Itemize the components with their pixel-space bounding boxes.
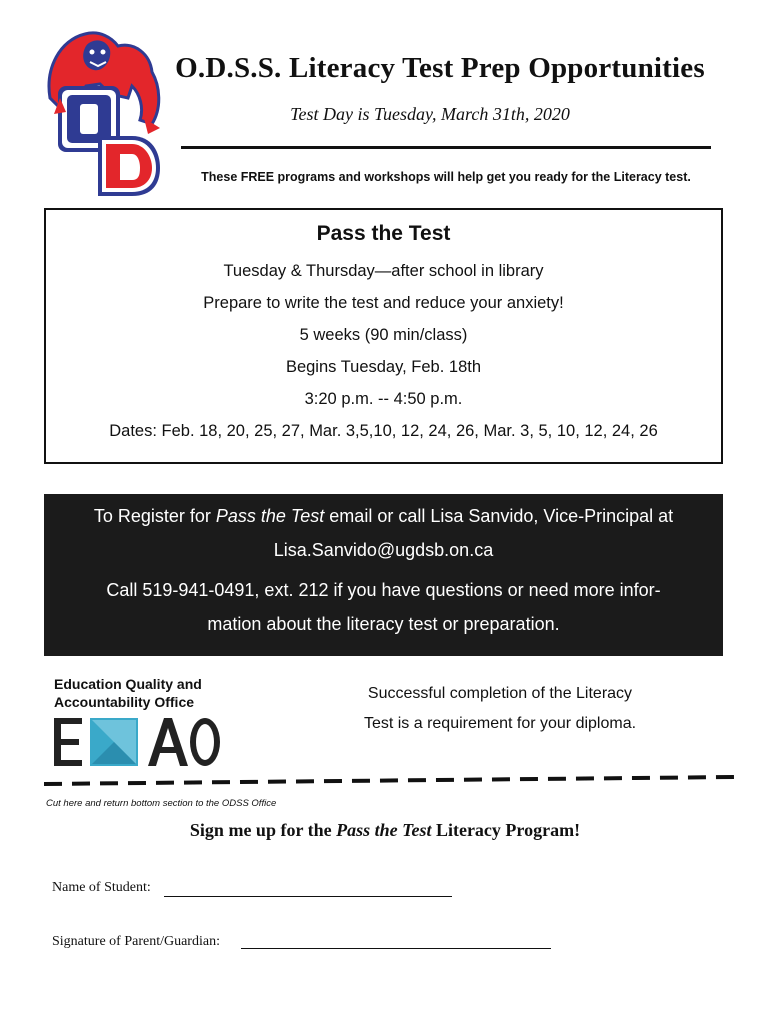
diploma-note	[320, 679, 680, 739]
call-info-line1: Call 519-941-0491, ext. 212 if you have questions or need more infor-	[106, 580, 661, 600]
program-dates: Dates: Feb. 18, 20, 25, 27, Mar. 3,5,10, 12, 24, 26, Mar. 3, 5, 10, 12, 24, 26	[109, 422, 658, 440]
program-box	[44, 208, 723, 464]
signup-title-post: Literacy Program!	[431, 820, 581, 840]
page-title: O.D.S.S. Literacy Test Prep Opportunities	[175, 52, 705, 84]
register-text-pre: To Register for	[93, 506, 216, 526]
eqao-heading	[54, 675, 254, 711]
register-text-post: email or call Lisa Sanvido, Vice-Principal at	[324, 506, 674, 526]
logo-letter-d	[98, 136, 160, 196]
guardian-signature-label: Signature of Parent/Guardian:	[52, 934, 220, 949]
signup-title-pre: Sign me up for the	[189, 820, 337, 840]
register-instructions	[44, 506, 723, 527]
guardian-signature-field[interactable]	[241, 948, 551, 949]
signup-title	[0, 820, 770, 841]
diploma-note-line1: Successful completion of the Literacy	[367, 685, 633, 702]
program-title: Pass the Test	[316, 222, 451, 245]
program-purpose: Prepare to write the test and reduce your anxiety!	[203, 294, 564, 312]
eqao-heading-line2: Accountability Office	[54, 694, 195, 710]
cut-instructions: Cut here and return bottom section to the ODSS Office	[46, 798, 277, 809]
student-name-label: Name of Student:	[52, 880, 151, 895]
header-divider	[181, 146, 711, 149]
intro-text: These FREE programs and workshops will help get you ready for the Literacy test.	[201, 170, 691, 184]
cut-dashed-line	[44, 774, 734, 788]
eqao-logo	[52, 712, 222, 772]
diploma-note-line2: Test is a requirement for your diploma.	[363, 715, 637, 732]
register-program-name: Pass the Test	[215, 506, 325, 526]
program-start-date: Begins Tuesday, Feb. 18th	[285, 358, 482, 376]
test-day-subtitle: Test Day is Tuesday, March 31th, 2020	[290, 104, 570, 124]
signup-program-name: Pass the Test	[336, 820, 432, 840]
eqao-heading-line1: Education Quality and	[54, 676, 202, 692]
program-schedule: Tuesday & Thursday—after school in library	[223, 262, 544, 280]
program-duration: 5 weeks (90 min/class)	[299, 326, 468, 344]
program-time: 3:20 p.m. -- 4:50 p.m.	[304, 390, 463, 408]
student-name-field[interactable]	[164, 896, 452, 897]
contact-email-link[interactable]: Lisa.Sanvido@ugdsb.on.ca	[273, 540, 494, 560]
register-box	[44, 494, 723, 656]
call-info-line2: mation about the literacy test or preparation.	[207, 614, 560, 634]
